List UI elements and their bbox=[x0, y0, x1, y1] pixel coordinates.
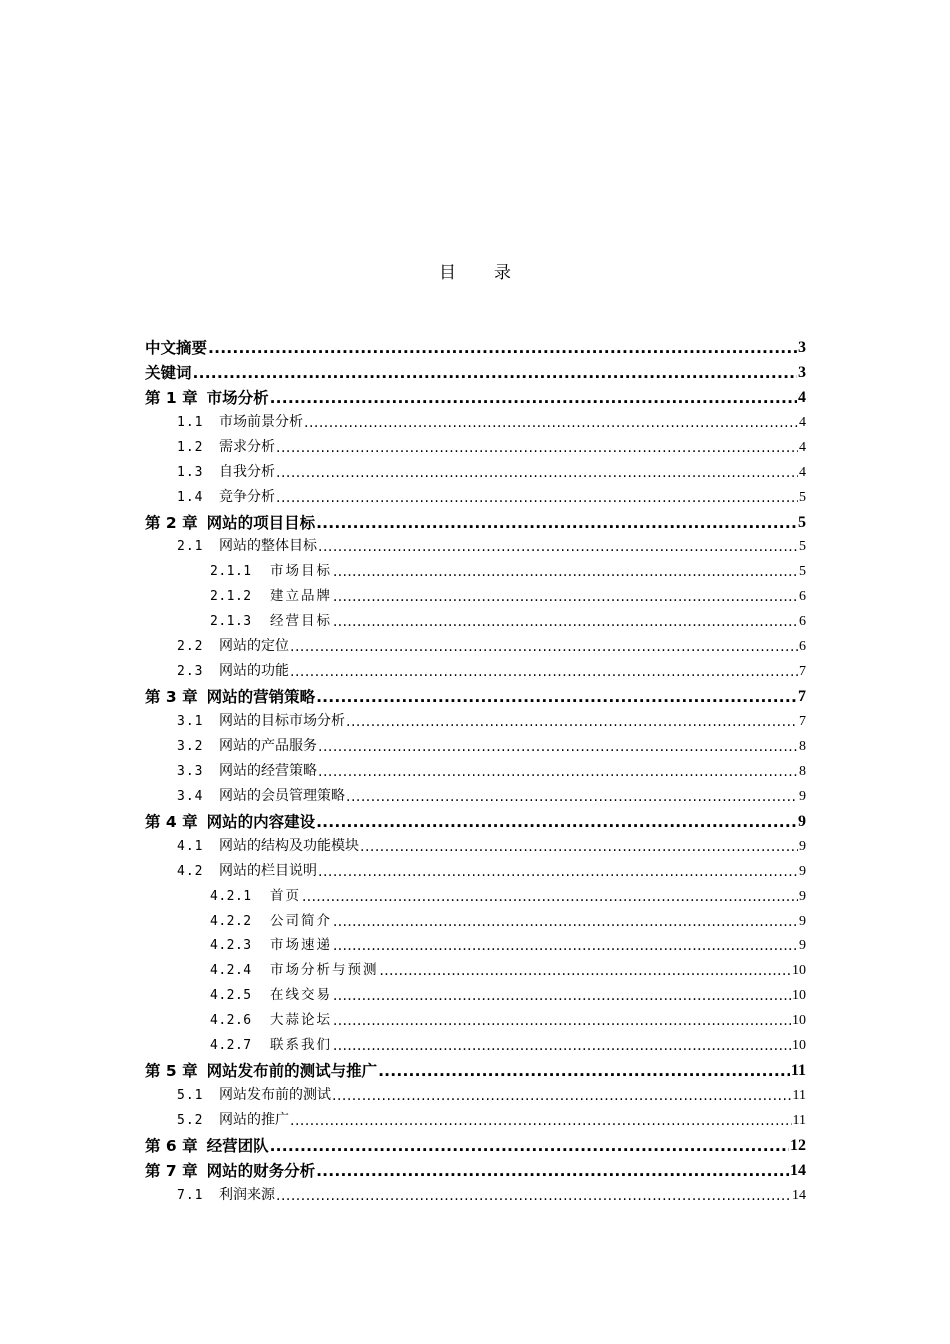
toc-entry-number: 第 7 章 bbox=[145, 1161, 198, 1180]
toc-entry[interactable] bbox=[145, 607, 806, 632]
toc-entry-text: 网站的财务分析 bbox=[206, 1161, 316, 1180]
toc-entry-label bbox=[210, 935, 332, 956]
toc-entry-number: 5.1 bbox=[177, 1088, 204, 1104]
toc-entry-label bbox=[177, 661, 289, 682]
toc-entry-number: 第 6 章 bbox=[145, 1136, 198, 1155]
toc-entry-number: 4.2.3 bbox=[210, 938, 252, 954]
toc-entry[interactable] bbox=[145, 358, 806, 383]
toc-leader-dots bbox=[318, 762, 798, 782]
toc-entry-page: 4 bbox=[799, 414, 806, 430]
toc-entry-label bbox=[177, 1085, 331, 1106]
toc-title-second: 录 bbox=[494, 263, 511, 283]
toc-entry-label bbox=[210, 960, 379, 981]
toc-entry-page: 5 bbox=[798, 513, 806, 531]
toc-entry[interactable] bbox=[145, 807, 806, 832]
toc-leader-dots bbox=[316, 513, 797, 533]
toc-entry-text: 大蒜论坛 bbox=[270, 1012, 332, 1029]
toc-entry-number: 第 5 章 bbox=[145, 1062, 198, 1081]
toc-entry-text: 网站的产品服务 bbox=[219, 737, 317, 754]
toc-entry-page: 11 bbox=[790, 1062, 806, 1080]
toc-entry[interactable] bbox=[145, 1006, 806, 1031]
toc-leader-dots bbox=[302, 887, 798, 907]
toc-entry-label bbox=[177, 1110, 289, 1131]
toc-leader-dots bbox=[290, 662, 798, 682]
toc-entry-text: 网站的经营策略 bbox=[219, 762, 317, 779]
toc-leader-dots bbox=[270, 1136, 789, 1156]
toc-entry-number: 3.2 bbox=[177, 738, 204, 754]
toc-leader-dots bbox=[378, 1061, 790, 1081]
toc-entry-page: 12 bbox=[790, 1136, 806, 1154]
toc-entry-text: 竞争分析 bbox=[219, 488, 275, 505]
toc-entry-number: 4.2.4 bbox=[210, 963, 252, 979]
toc-entry-text: 网站的内容建设 bbox=[206, 812, 316, 831]
toc-entry-label bbox=[145, 687, 315, 707]
toc-entry-number: 3.3 bbox=[177, 763, 204, 779]
toc-entry-number: 1.3 bbox=[177, 464, 204, 480]
table-of-contents bbox=[145, 333, 806, 1206]
toc-entry[interactable] bbox=[145, 632, 806, 657]
toc-entry[interactable] bbox=[145, 533, 806, 558]
toc-leader-dots bbox=[346, 787, 798, 807]
toc-entry-page: 14 bbox=[790, 1161, 806, 1179]
toc-entry[interactable] bbox=[145, 582, 806, 607]
toc-leader-dots bbox=[318, 737, 798, 757]
toc-entry-number: 第 3 章 bbox=[145, 688, 198, 707]
toc-entry-page: 10 bbox=[792, 1038, 806, 1054]
toc-entry-label bbox=[177, 487, 275, 508]
toc-entry-label bbox=[210, 985, 332, 1006]
toc-entry-text: 网站的整体目标 bbox=[219, 538, 317, 555]
toc-entry-page: 7 bbox=[798, 688, 806, 706]
toc-entry-label bbox=[210, 1035, 332, 1056]
toc-leader-dots bbox=[333, 587, 798, 607]
toc-entry[interactable] bbox=[145, 657, 806, 682]
toc-entry-page: 6 bbox=[799, 614, 806, 630]
toc-entry[interactable] bbox=[145, 782, 806, 807]
toc-entry-page: 9 bbox=[799, 913, 806, 929]
toc-entry-text: 网站的营销策略 bbox=[206, 688, 316, 707]
toc-entry-label bbox=[210, 586, 332, 607]
toc-entry-label bbox=[145, 1161, 315, 1181]
toc-entry[interactable] bbox=[145, 458, 806, 483]
toc-entry[interactable] bbox=[145, 1031, 806, 1056]
toc-entry-number: 7.1 bbox=[177, 1187, 204, 1203]
toc-entry-label bbox=[177, 711, 345, 732]
toc-entry-number: 4.2.5 bbox=[210, 988, 252, 1004]
toc-entry[interactable] bbox=[145, 483, 806, 508]
toc-entry-page: 8 bbox=[799, 763, 806, 779]
toc-leader-dots bbox=[276, 463, 798, 483]
toc-entry-text: 网站的栏目说明 bbox=[219, 862, 317, 879]
toc-entry-number: 第 1 章 bbox=[145, 388, 198, 407]
toc-entry[interactable] bbox=[145, 408, 806, 433]
toc-entry-number: 2.1.3 bbox=[210, 614, 252, 630]
toc-entry-page: 4 bbox=[798, 388, 806, 406]
toc-entry-label bbox=[210, 1010, 332, 1031]
toc-entry-number: 2.3 bbox=[177, 664, 204, 680]
toc-entry-page: 5 bbox=[799, 564, 806, 580]
toc-entry-label bbox=[177, 861, 317, 882]
toc-entry-label bbox=[177, 636, 289, 657]
toc-leader-dots bbox=[380, 961, 792, 981]
toc-entry[interactable] bbox=[145, 707, 806, 732]
toc-leader-dots bbox=[333, 912, 798, 932]
toc-entry-text: 网站的项目目标 bbox=[206, 513, 316, 532]
toc-entry-label bbox=[177, 437, 275, 458]
toc-entry-number: 2.1 bbox=[177, 539, 204, 555]
toc-entry-page: 9 bbox=[798, 812, 806, 830]
toc-entry-text: 市场分析与预测 bbox=[270, 962, 379, 979]
toc-entry-page: 10 bbox=[792, 988, 806, 1004]
toc-entry-label bbox=[177, 412, 303, 433]
toc-entry-text: 利润来源 bbox=[219, 1186, 275, 1203]
toc-entry-text: 网站的结构及功能模块 bbox=[219, 837, 359, 854]
toc-entry[interactable] bbox=[145, 1131, 806, 1156]
toc-entry-text: 网站的目标市场分析 bbox=[219, 713, 345, 729]
toc-entry-page: 3 bbox=[798, 338, 806, 356]
toc-entry-page: 9 bbox=[799, 838, 806, 854]
toc-entry-text: 网站的定位 bbox=[219, 638, 289, 655]
toc-entry-number: 2.1.2 bbox=[210, 589, 252, 605]
toc-leader-dots bbox=[360, 837, 798, 857]
toc-entry-number: 2.1.1 bbox=[210, 564, 252, 580]
toc-entry-page: 4 bbox=[799, 464, 806, 480]
toc-entry-label bbox=[210, 611, 332, 632]
toc-entry-text: 网站的推广 bbox=[219, 1112, 289, 1128]
toc-entry-page: 6 bbox=[799, 639, 806, 655]
toc-leader-dots bbox=[290, 637, 798, 657]
toc-entry-number: 5.2 bbox=[177, 1113, 204, 1128]
toc-leader-dots bbox=[332, 1086, 792, 1106]
toc-entry-text: 市场分析 bbox=[206, 388, 269, 407]
toc-entry-page: 8 bbox=[799, 738, 806, 754]
toc-entry-number: 第 4 章 bbox=[145, 812, 198, 831]
toc-leader-dots bbox=[270, 388, 797, 408]
toc-entry-page: 5 bbox=[799, 489, 806, 505]
toc-leader-dots bbox=[318, 862, 798, 882]
toc-entry-text: 公司简介 bbox=[270, 912, 332, 929]
toc-entry[interactable] bbox=[145, 1156, 806, 1181]
toc-entry-page: 11 bbox=[792, 1088, 806, 1104]
toc-entry[interactable] bbox=[145, 682, 806, 707]
toc-entry[interactable] bbox=[145, 508, 806, 533]
toc-leader-dots bbox=[276, 488, 798, 508]
toc-entry-number: 4.2.6 bbox=[210, 1013, 252, 1029]
toc-leader-dots bbox=[333, 1036, 791, 1056]
toc-entry-label bbox=[145, 363, 192, 383]
toc-entry[interactable] bbox=[145, 383, 806, 408]
toc-leader-dots bbox=[333, 562, 798, 582]
toc-entry[interactable] bbox=[145, 1106, 806, 1131]
toc-leader-dots bbox=[193, 363, 797, 383]
toc-leader-dots bbox=[333, 986, 791, 1006]
toc-entry-label bbox=[177, 786, 345, 807]
toc-entry-text: 经营目标 bbox=[270, 613, 332, 630]
toc-leader-dots bbox=[290, 1111, 792, 1131]
toc-entry-page: 7 bbox=[799, 714, 806, 729]
toc-leader-dots bbox=[318, 537, 798, 557]
toc-entry-label bbox=[177, 836, 359, 857]
toc-entry[interactable] bbox=[145, 557, 806, 582]
toc-entry-label bbox=[145, 338, 207, 358]
toc-entry-label bbox=[210, 561, 332, 582]
toc-leader-dots bbox=[346, 712, 798, 732]
toc-entry-label bbox=[210, 911, 332, 932]
toc-entry-label bbox=[177, 736, 317, 757]
toc-entry-page: 11 bbox=[792, 1113, 806, 1128]
toc-entry[interactable] bbox=[145, 333, 806, 358]
toc-entry-page: 9 bbox=[799, 888, 806, 904]
toc-entry-label bbox=[145, 1061, 377, 1081]
toc-leader-dots bbox=[276, 438, 798, 458]
toc-entry-text: 自我分析 bbox=[219, 463, 275, 480]
toc-entry-label bbox=[145, 388, 269, 408]
toc-entry[interactable] bbox=[145, 857, 806, 882]
toc-entry-text: 市场速递 bbox=[270, 937, 332, 954]
toc-entry-text: 网站的会员管理策略 bbox=[219, 787, 345, 804]
toc-entry-text: 建立品牌 bbox=[270, 588, 332, 605]
toc-entry-page: 6 bbox=[799, 589, 806, 605]
toc-entry[interactable] bbox=[145, 757, 806, 782]
toc-entry-text: 网站发布前的测试 bbox=[219, 1087, 331, 1104]
toc-entry[interactable] bbox=[145, 932, 806, 957]
toc-entry[interactable] bbox=[145, 732, 806, 757]
toc-entry-number: 第 2 章 bbox=[145, 513, 198, 532]
toc-leader-dots bbox=[316, 812, 797, 832]
toc-entry-page: 10 bbox=[792, 963, 806, 979]
toc-entry-number: 1.1 bbox=[177, 414, 204, 430]
toc-entry-text: 关键词 bbox=[145, 363, 192, 382]
toc-entry-page: 10 bbox=[792, 1013, 806, 1029]
toc-entry-number: 2.2 bbox=[177, 639, 204, 655]
toc-entry-label bbox=[177, 1185, 275, 1206]
toc-leader-dots bbox=[316, 1161, 789, 1181]
toc-entry[interactable] bbox=[145, 1056, 806, 1081]
toc-leader-dots bbox=[333, 936, 798, 956]
toc-entry-page: 9 bbox=[799, 788, 806, 804]
toc-entry[interactable] bbox=[145, 882, 806, 907]
toc-entry-page: 7 bbox=[799, 664, 806, 680]
toc-entry[interactable] bbox=[145, 433, 806, 458]
toc-entry-text: 市场目标 bbox=[270, 563, 332, 580]
toc-leader-dots bbox=[333, 612, 798, 632]
toc-entry-label bbox=[145, 513, 315, 533]
toc-entry-label bbox=[210, 886, 301, 907]
toc-entry-text: 经营团队 bbox=[206, 1136, 269, 1155]
toc-entry-number: 4.2.1 bbox=[210, 888, 252, 904]
toc-entry-text: 需求分析 bbox=[219, 438, 275, 455]
toc-entry-text: 网站的功能 bbox=[219, 663, 289, 680]
toc-entry-label bbox=[145, 812, 315, 832]
toc-entry[interactable] bbox=[145, 956, 806, 981]
toc-title bbox=[0, 258, 950, 283]
toc-entry-number: 3.1 bbox=[177, 714, 204, 729]
toc-entry-number: 4.2.2 bbox=[210, 913, 252, 929]
toc-entry-text: 在线交易 bbox=[270, 987, 332, 1004]
toc-entry[interactable] bbox=[145, 1081, 806, 1106]
toc-entry-number: 3.4 bbox=[177, 788, 204, 804]
toc-entry-text: 首页 bbox=[270, 887, 301, 904]
toc-entry-page: 4 bbox=[799, 439, 806, 455]
toc-entry-label bbox=[177, 761, 317, 782]
toc-entry[interactable] bbox=[145, 907, 806, 932]
toc-entry-number: 4.2.7 bbox=[210, 1038, 252, 1054]
toc-entry-page: 9 bbox=[799, 863, 806, 879]
toc-leader-dots bbox=[333, 1011, 791, 1031]
toc-entry[interactable] bbox=[145, 832, 806, 857]
toc-entry[interactable] bbox=[145, 1181, 806, 1206]
toc-entry-number: 1.2 bbox=[177, 439, 204, 455]
toc-leader-dots bbox=[208, 338, 797, 358]
toc-entry-page: 3 bbox=[798, 363, 806, 381]
toc-entry-text: 市场前景分析 bbox=[219, 413, 303, 430]
toc-entry-label bbox=[177, 536, 317, 557]
toc-leader-dots bbox=[304, 413, 798, 433]
toc-entry-number: 4.2 bbox=[177, 863, 204, 879]
toc-leader-dots bbox=[316, 687, 797, 707]
toc-entry-text: 网站发布前的测试与推广 bbox=[206, 1062, 378, 1081]
toc-entry-label bbox=[177, 462, 275, 483]
toc-entry-page: 9 bbox=[799, 938, 806, 954]
toc-entry-page: 14 bbox=[792, 1187, 806, 1203]
toc-entry-label bbox=[145, 1136, 269, 1156]
toc-entry[interactable] bbox=[145, 981, 806, 1006]
toc-entry-text: 联系我们 bbox=[270, 1037, 332, 1054]
toc-leader-dots bbox=[276, 1186, 791, 1206]
toc-entry-number: 4.1 bbox=[177, 838, 204, 854]
toc-entry-page: 5 bbox=[799, 539, 806, 555]
toc-entry-text: 中文摘要 bbox=[145, 338, 208, 357]
toc-entry-number: 1.4 bbox=[177, 489, 204, 505]
toc-title-first: 目 bbox=[439, 263, 456, 283]
